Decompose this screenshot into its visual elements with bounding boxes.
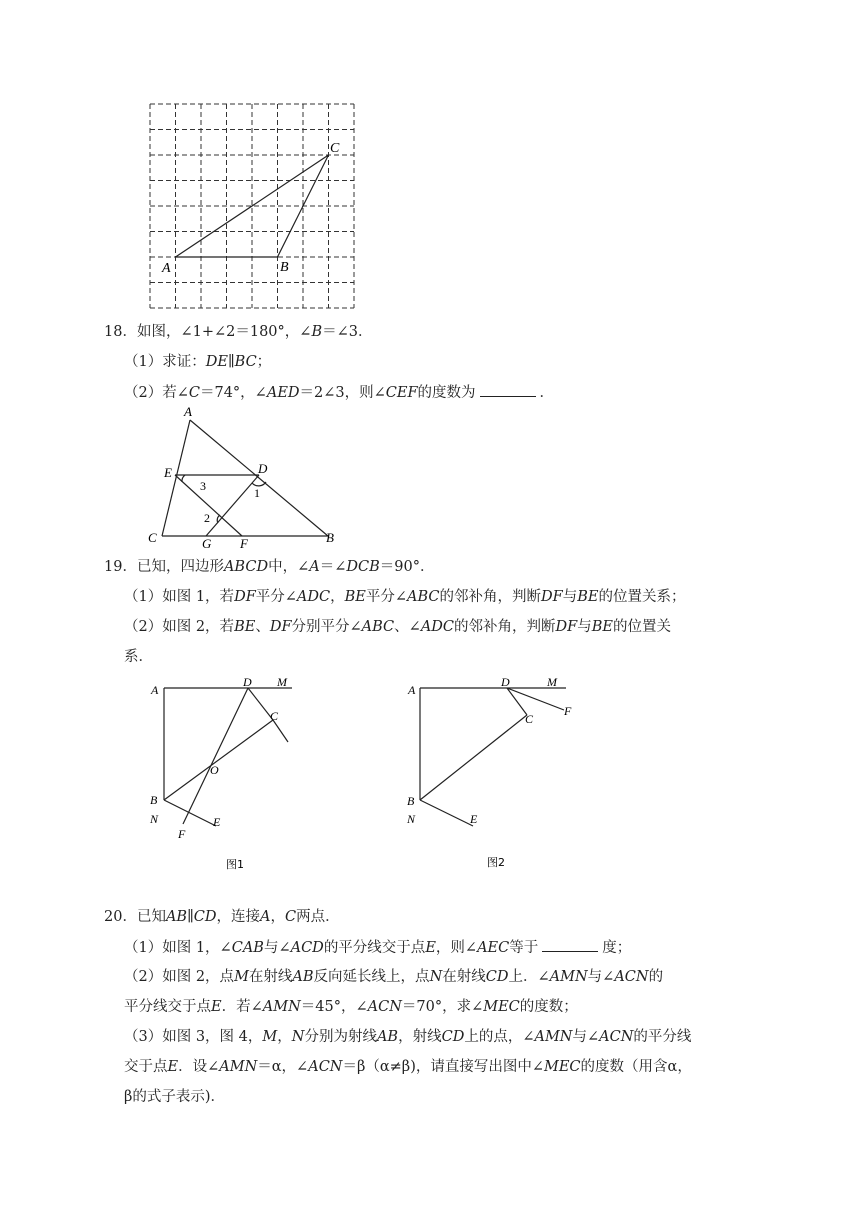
- q19-p2-text: 与: [577, 619, 592, 635]
- q19-p1-var: DF: [541, 589, 563, 605]
- q20-p3-var: E: [167, 1059, 179, 1075]
- q20-p3-text: 上的点，∠: [464, 1029, 535, 1045]
- q19-p2-text: 的位置关: [612, 619, 671, 635]
- q20-p2-text: 在射线: [248, 969, 293, 985]
- q20-p1-var: CAB: [231, 940, 264, 956]
- q20-p2-text: ．若∠: [221, 999, 263, 1015]
- label-c: C: [330, 141, 340, 156]
- q19-part2: [124, 617, 671, 637]
- q18-part1: [124, 352, 271, 372]
- q20-stem-var: AB∥CD: [165, 909, 217, 925]
- q20-p2-var: N: [429, 969, 443, 985]
- q20-p2-var: AB: [292, 969, 314, 985]
- q19-p1-text: ，: [330, 589, 345, 605]
- label-a: A: [408, 683, 416, 697]
- label-m: M: [277, 675, 287, 689]
- q18-p2-var: C: [188, 385, 200, 401]
- label-a: A: [162, 261, 171, 276]
- label-b: B: [326, 530, 334, 545]
- q19-p1-text: 与: [562, 589, 578, 605]
- q20-p2-var: CD: [485, 969, 509, 985]
- q20-part3-cont2: [124, 1087, 225, 1107]
- q19-stem-var: DCB: [346, 559, 380, 575]
- q19-p2-text: （2）如图 2，若: [124, 619, 235, 635]
- q18-p1-suffix: ；: [256, 354, 272, 370]
- q20-p2-text: ＝45°，∠: [300, 999, 368, 1015]
- q18-p2-text: 的度数为: [417, 385, 476, 401]
- q20-p3-text: （3）如图 3，图 4，: [124, 1029, 263, 1045]
- q20-p2-text: 的: [648, 969, 664, 985]
- q20-part3: [124, 1027, 691, 1047]
- q20-p2-text: 反向延长线上，点: [313, 969, 430, 985]
- q18-p1-prefix: （1）求证：: [124, 354, 206, 370]
- q20-p3-var: MEC: [544, 1059, 581, 1075]
- q19-p2-text: 、∠: [394, 619, 421, 635]
- q19-p1-var: DF: [234, 589, 256, 605]
- q20-p1-var: ACD: [290, 940, 324, 956]
- q18-stem-text: 如图，∠1+∠2＝180°，∠: [136, 324, 312, 340]
- q18-p2-text: （2）若∠: [124, 385, 189, 401]
- q20-p2-text: 与∠: [587, 969, 615, 985]
- q20-p3-text: ＝α，∠: [257, 1059, 309, 1075]
- q20-p3-text: ＝β（α≠β)，请直接写出图中∠: [342, 1059, 544, 1075]
- label-d: D: [243, 675, 252, 689]
- label-m: M: [547, 675, 557, 689]
- q20-p1-var: E: [425, 940, 436, 956]
- q20-p3-var: N: [291, 1029, 305, 1045]
- label-c: C: [148, 530, 157, 545]
- q20-p3-text: ，: [277, 1029, 292, 1045]
- q20-p3-var: CD: [441, 1029, 465, 1045]
- q19-stem-text: 已知，四边形: [136, 559, 224, 575]
- q20-part3-cont: [124, 1057, 692, 1077]
- q20-p2-text: 在射线: [442, 969, 486, 985]
- q20-p3-var: AB: [376, 1029, 399, 1045]
- q19-p1-text: （1）如图 1，若: [124, 589, 235, 605]
- q20-p3-text: ，射线: [398, 1029, 442, 1045]
- q19-p2-var: BE: [591, 619, 613, 635]
- label-n: N: [150, 812, 159, 826]
- q19-p2-var: BE: [234, 619, 256, 635]
- q20-p3-var: ACN: [308, 1059, 343, 1075]
- q20-p2-var: ACN: [614, 969, 649, 985]
- label-g: G: [202, 536, 212, 550]
- q18-p2-var: CEF: [385, 385, 418, 401]
- q18-p2-end: ．: [539, 385, 555, 401]
- q20-stem-text: 两点．: [296, 909, 340, 925]
- q20-p2-text: （2）如图 2，点: [124, 969, 235, 985]
- q20-p3-text: ．设∠: [178, 1059, 220, 1075]
- q20-p3-text: 的度数（用含α，: [580, 1059, 692, 1075]
- q19-p2-text: 、: [255, 619, 270, 635]
- q20-stem-text: ，连接: [216, 909, 260, 925]
- q18-p1-expr: DE∥BC: [205, 354, 257, 370]
- q20-stem-var: C: [284, 909, 297, 925]
- figure-1-caption: 图1: [226, 858, 244, 871]
- label-a: A: [184, 404, 192, 419]
- q18-stem: [104, 322, 372, 342]
- q20-p3-var: ACN: [599, 1029, 634, 1045]
- q20-p1-text: ，则∠: [435, 940, 478, 956]
- q18-p2-text: ＝74°，∠: [199, 385, 267, 401]
- q20-p1-var: AEC: [477, 940, 510, 956]
- grid-triangle-figure: [140, 98, 370, 313]
- q18-figure: [140, 402, 350, 550]
- q20-p3-text: 交于点: [124, 1059, 168, 1075]
- q19-p2-text: 分别平分∠: [291, 619, 362, 635]
- label-e: E: [213, 815, 221, 829]
- q20-p3-var: AMN: [534, 1029, 573, 1045]
- figure-2-caption: 图2: [487, 856, 505, 869]
- q20-p2-var: ACN: [367, 999, 402, 1015]
- label-f: F: [178, 827, 186, 841]
- angle-2-label: 2: [204, 511, 210, 525]
- q18-part2: [124, 382, 554, 403]
- q18-p2-var: AED: [266, 385, 300, 401]
- q20-p3-text: 分别为射线: [304, 1029, 377, 1045]
- q19-p2-var: DF: [555, 619, 578, 635]
- q20-p1-text: 与∠: [263, 940, 291, 956]
- q20-stem-text: 已知: [136, 909, 166, 925]
- q19-stem: [104, 557, 434, 577]
- q19-p1-var: BE: [344, 589, 366, 605]
- q19-number: 19．: [104, 559, 137, 575]
- q19-stem-var: ABCD: [223, 559, 269, 575]
- label-b: B: [407, 794, 415, 808]
- angle-1-label: 1: [254, 486, 260, 500]
- q19-p1-text: 的位置关系；: [598, 589, 686, 605]
- q19-part1: [124, 587, 685, 607]
- q20-stem-text: ，: [270, 909, 285, 925]
- label-d: D: [258, 461, 268, 476]
- q20-p3-text: β的式子表示)．: [124, 1089, 226, 1105]
- q20-p1-text: （1）如图 1，∠: [124, 940, 232, 956]
- q19-p2-var: ADC: [420, 619, 455, 635]
- label-a: A: [151, 683, 159, 697]
- label-b: B: [280, 260, 289, 275]
- q19-p1-var: BE: [577, 589, 599, 605]
- label-b: B: [150, 793, 158, 807]
- label-o: O: [210, 763, 219, 777]
- label-d: D: [501, 675, 510, 689]
- q19-figure-2: [394, 672, 594, 872]
- label-f: F: [564, 704, 572, 718]
- q20-p3-text: 与∠: [572, 1029, 600, 1045]
- q19-p2-text: 的邻补角，判断: [454, 619, 556, 635]
- q20-p2-var: AMN: [549, 969, 588, 985]
- q20-p3-var: M: [262, 1029, 278, 1045]
- angle-3-label: 3: [200, 479, 206, 493]
- q20-p2-text: 上．∠: [508, 969, 550, 985]
- q20-part2-cont: [124, 997, 578, 1017]
- answer-blank[interactable]: [542, 937, 598, 952]
- q18-stem-text2: ＝∠3．: [322, 324, 373, 340]
- q20-stem-var: A: [260, 909, 271, 925]
- q19-stem-text: 中，∠: [268, 559, 310, 575]
- q20-p2-var: AMN: [262, 999, 301, 1015]
- answer-blank[interactable]: [480, 382, 536, 397]
- q19-stem-text: ＝∠: [319, 559, 347, 575]
- label-n: N: [407, 812, 416, 826]
- q19-figure-1: [140, 672, 310, 872]
- q19-p2-text: 系．: [124, 649, 153, 665]
- q20-p1-text: 度；: [602, 940, 632, 956]
- q20-p3-text: 的平分线: [633, 1029, 692, 1045]
- q19-p1-var: ABC: [407, 589, 440, 605]
- q20-p1-text: 等于: [509, 940, 539, 956]
- q20-part2: [124, 967, 663, 987]
- q20-p1-text: 的平分线交于点: [323, 940, 426, 956]
- label-f: F: [240, 536, 248, 550]
- q19-p1-text: 平分∠: [255, 589, 297, 605]
- label-e: E: [470, 812, 478, 826]
- q18-p2-text: ＝2∠3，则∠: [299, 385, 386, 401]
- q19-p1-var: ADC: [296, 589, 331, 605]
- q20-p2-var: M: [234, 969, 249, 985]
- q19-stem-var: A: [309, 559, 320, 575]
- q19-p2-var: ABC: [361, 619, 395, 635]
- q19-p2-var: DF: [269, 619, 292, 635]
- q20-stem: [104, 907, 340, 927]
- q19-part2-cont: [124, 647, 153, 667]
- q20-p2-text: 平分线交于点: [124, 999, 211, 1015]
- q18-number: 18．: [104, 324, 137, 340]
- label-c: C: [270, 709, 279, 723]
- q19-stem-text: ＝90°．: [379, 559, 435, 575]
- q20-p3-var: AMN: [219, 1059, 258, 1075]
- q20-p2-var: E: [211, 999, 222, 1015]
- q19-p1-text: 平分∠: [365, 589, 408, 605]
- label-e: E: [164, 465, 172, 480]
- label-c: C: [525, 712, 534, 726]
- q20-p2-text: ＝70°，求∠: [401, 999, 484, 1015]
- q20-part1: [124, 937, 631, 958]
- q20-p2-text: 的度数；: [519, 999, 578, 1015]
- q19-p1-text: 的邻补角，判断: [439, 589, 542, 605]
- q20-number: 20．: [104, 909, 137, 925]
- q20-p2-var: MEC: [483, 999, 520, 1015]
- q18-stem-var: B: [311, 324, 323, 340]
